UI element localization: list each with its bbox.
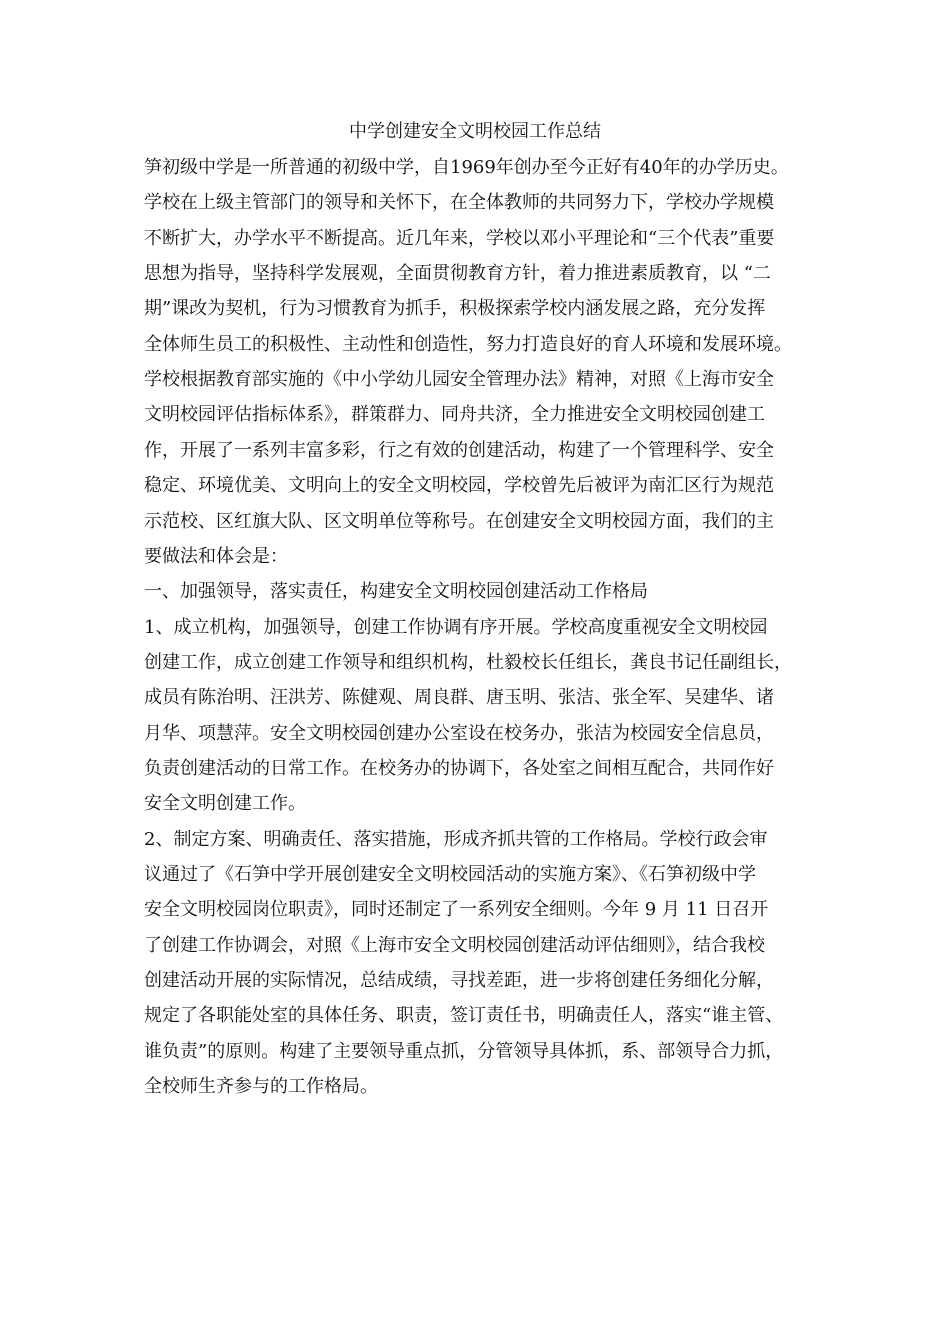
body-line: 全校师生齐参与的工作格局。	[144, 1076, 378, 1097]
body-line: 谁负责”的原则。构建了主要领导重点抓，分管领导具体抓，系、部领导合力抓，	[144, 1041, 784, 1062]
body-line: 学校根据教育部实施的《中小学幼儿园安全管理办法》精神，对照《上海市安全	[144, 369, 774, 390]
body-line: 规定了各职能处室的具体任务、职责，签订责任书，明确责任人，落实“谁主管、	[144, 1005, 784, 1026]
document-title: 中学创建安全文明校园工作总结	[349, 121, 601, 142]
body-line: 示范校、区红旗大队、区文明单位等称号。在创建安全文明校园方面，我们的主	[144, 511, 774, 532]
body-line: 1、成立机构，加强领导，创建工作协调有序开展。学校高度重视安全文明校园	[144, 617, 768, 638]
body-line: 月华、项慧萍。安全文明校园创建办公室设在校务办，张洁为校园安全信息员，	[144, 723, 774, 744]
body-line: 创建活动开展的实际情况，总结成绩，寻找差距，进一步将创建任务细化分解，	[144, 970, 774, 991]
body-line: 安全文明校园岗位职责》，同时还制定了一系列安全细则。今年 9 月 11 日召开	[144, 899, 769, 920]
body-line: 议通过了《石笋中学开展创建安全文明校园活动的实施方案》、《石笋初级中学	[144, 864, 756, 885]
body-line: 作，开展了一系列丰富多彩，行之有效的创建活动，构建了一个管理科学、安全	[144, 440, 774, 461]
body-line: 学校在上级主管部门的领导和关怀下，在全体教师的共同努力下，学校办学规模	[144, 192, 774, 213]
body-line: 稳定、环境优美、文明向上的安全文明校园，学校曾先后被评为南汇区行为规范	[144, 475, 774, 496]
body-line: 不断扩大，办学水平不断提高。近几年来，学校以邓小平理论和“三个代表”重要	[144, 228, 775, 249]
body-line: 笋初级中学是一所普通的初级中学，自1969年创办至今正好有40年的办学历史。	[144, 157, 789, 178]
body-line: 2、制定方案、明确责任、落实措施，形成齐抓共管的工作格局。学校行政会审	[144, 829, 768, 850]
body-line: 全体师生员工的积极性、主动性和创造性，努力打造良好的育人环境和发展环境。	[144, 334, 792, 355]
body-line: 思想为指导，坚持科学发展观，全面贯彻教育方针，着力推进素质教育，以 “二	[144, 263, 771, 284]
body-line: 要做法和体会是：	[144, 546, 288, 567]
body-line: 一、加强领导，落实责任，构建安全文明校园创建活动工作格局	[144, 581, 648, 602]
body-line: 成员有陈治明、汪洪芳、陈健观、周良群、唐玉明、张洁、张全军、吴建华、诸	[144, 687, 774, 708]
body-line: 期”课改为契机，行为习惯教育为抓手，积极探索学校内涵发展之路，充分发挥	[144, 298, 766, 319]
body-line: 文明校园评估指标体系》，群策群力、同舟共济，全力推进安全文明校园创建工	[144, 404, 765, 425]
body-line: 了创建工作协调会，对照《上海市安全文明校园创建活动评估细则》，结合我校	[144, 935, 765, 956]
body-line: 安全文明创建工作。	[144, 793, 306, 814]
body-line: 创建工作，成立创建工作领导和组织机构，杜毅校长任组长，龚良书记任副组长，	[144, 652, 792, 673]
body-line: 负责创建活动的日常工作。在校务办的协调下，各处室之间相互配合，共同作好	[144, 758, 774, 779]
